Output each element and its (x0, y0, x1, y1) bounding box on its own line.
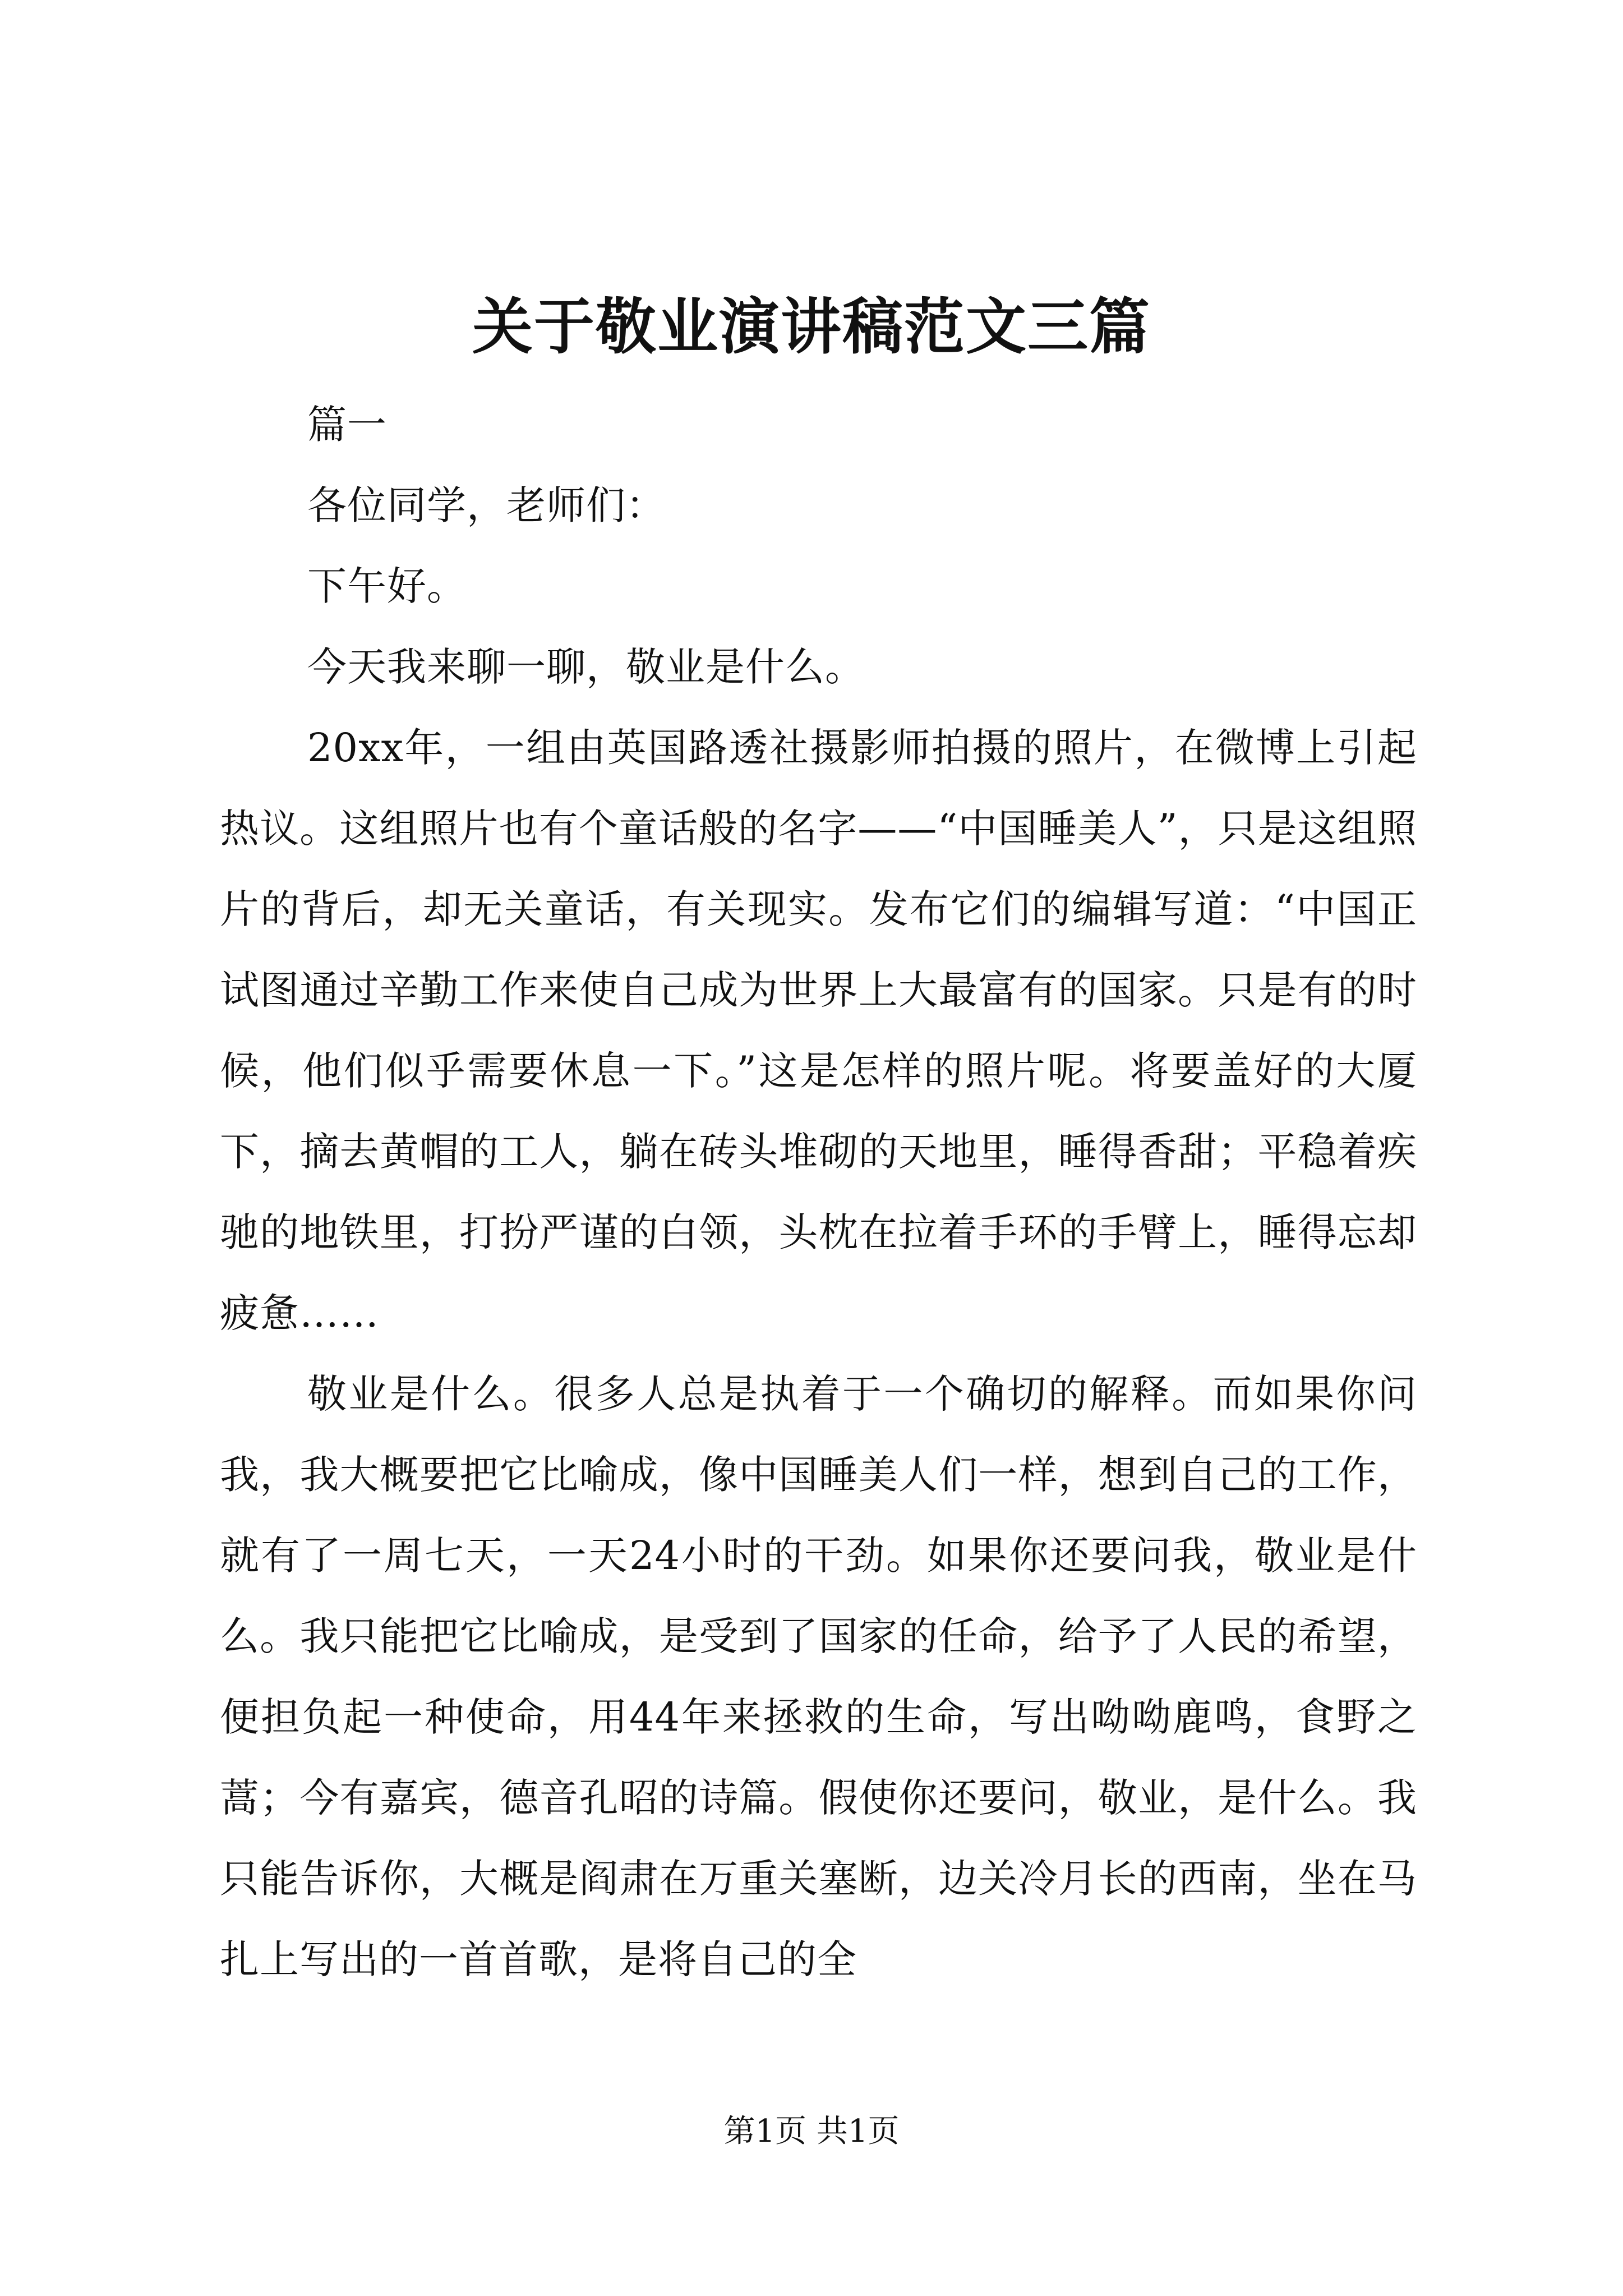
document-title: 关于敬业演讲稿范文三篇 (472, 292, 1151, 362)
body-paragraph: 今天我来聊一聊，敬业是什么。 (307, 644, 865, 690)
salutation: 各位同学，老师们： (307, 482, 666, 528)
body-paragraph: 敬业是什么。很多人总是执着于一个确切的解释。而如果你问我，我大概要把它比喻成，像中国睡美人们一样，想到自己的工作，就有了一周七天，一天24小时的干劲。如果你还要问我，敬业是什么。我只能把它比喻成，是受到了国家的任命，给予了人民的希望，便担负起一种使命，用44年来拯救的生命，写出呦呦鹿鸣，食野之蒿；今有嘉宾，德音孔昭的诗篇。假使你还要问，敬业，是什么。我只能告诉你，大概是阎肃在万重关塞断，边关冷月长的西南，坐在马扎上写出的一首首歌，是将自己的全 (220, 1371, 1417, 1982)
document-body (220, 384, 1417, 2000)
greeting: 下午好。 (307, 563, 467, 609)
body-paragraph: 20xx年，一组由英国路透社摄影师拍摄的照片，在微博上引起热议。这组照片也有个童话般的名字——“中国睡美人”，只是这组照片的背后，却无关童话，有关现实。发布它们的编辑写道：“中国正试图通过辛勤工作来使自己成为世界上大最富有的国家。只是有的时候，他们似乎需要休息一下。”这是怎样的照片呢。将要盖好的大厦下，摘去黄帽的工人，躺在砖头堆砌的天地里，睡得香甜；平稳着疾驰的地铁里，打扮严谨的白领，头枕在拉着手环的手臂上，睡得忘却疲惫…… (220, 725, 1417, 1336)
section-heading: 篇一 (307, 402, 387, 448)
page-number: 第1页 共1页 (723, 2113, 900, 2150)
page-footer (0, 2109, 1623, 2154)
